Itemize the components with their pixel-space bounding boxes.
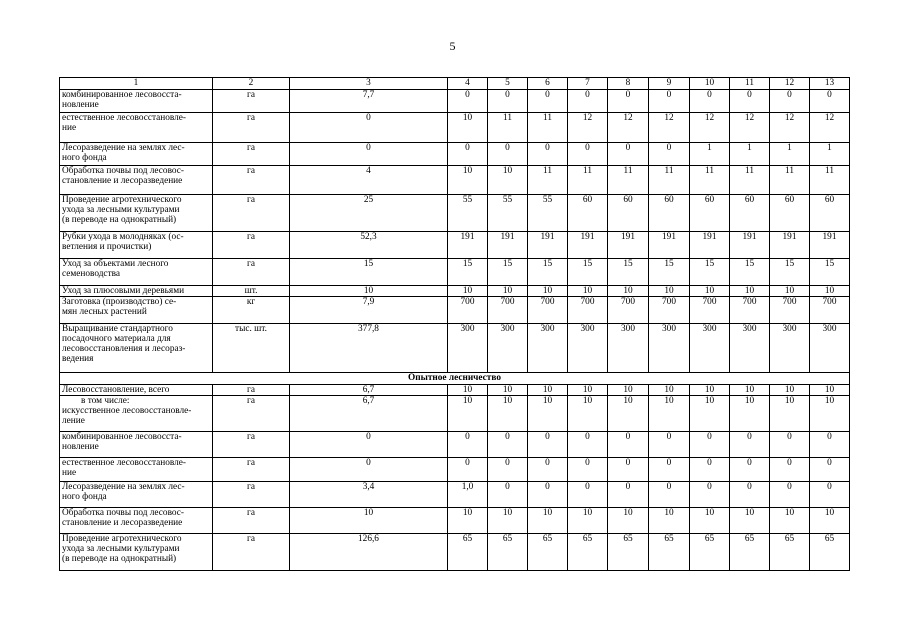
row-value: 0 (649, 143, 690, 166)
row-value: 191 (568, 232, 608, 259)
column-header: 6 (528, 78, 568, 90)
row-value: 0 (528, 432, 568, 458)
table-row (60, 143, 850, 166)
row-value: 10 (448, 286, 488, 297)
table-row (60, 432, 850, 458)
row-value: 1 (690, 143, 730, 166)
row-value: 12 (568, 113, 608, 143)
row-value: 700 (608, 297, 649, 324)
row-value: 10 (448, 508, 488, 534)
row-value: 0 (608, 458, 649, 482)
row-value: 65 (730, 534, 770, 571)
column-header: 1 (60, 78, 213, 90)
row-unit: га (213, 143, 290, 166)
row-value: 12 (608, 113, 649, 143)
row-value: 11 (568, 166, 608, 195)
row-value: 60 (730, 195, 770, 232)
row-value: 10 (488, 166, 528, 195)
row-value: 10 (448, 396, 488, 432)
row-value: 1 (810, 143, 850, 166)
row-value: 0 (488, 432, 528, 458)
row-value: 0 (770, 482, 810, 508)
row-value: 12 (690, 113, 730, 143)
row-unit: га (213, 534, 290, 571)
row-value: 191 (448, 232, 488, 259)
row-total: 0 (290, 432, 448, 458)
row-name (60, 396, 213, 432)
row-unit: га (213, 232, 290, 259)
row-value: 300 (448, 324, 488, 373)
row-name: Проведение агротехнического ухода за лесными культурами (в переводе на однократный) (60, 534, 213, 571)
row-value: 700 (770, 297, 810, 324)
row-value: 0 (488, 143, 528, 166)
row-value: 300 (690, 324, 730, 373)
section-title: Опытное лесничество (60, 373, 850, 385)
row-total: 52,3 (290, 232, 448, 259)
row-name: Уход за плюсовыми деревьями (60, 286, 213, 297)
row-value: 700 (568, 297, 608, 324)
row-value: 10 (690, 286, 730, 297)
row-value: 0 (448, 143, 488, 166)
row-total: 6,7 (290, 385, 448, 396)
row-value: 65 (568, 534, 608, 571)
row-value: 0 (488, 90, 528, 113)
row-value: 0 (690, 482, 730, 508)
row-value: 191 (488, 232, 528, 259)
column-header: 7 (568, 78, 608, 90)
row-value: 11 (690, 166, 730, 195)
table-row (60, 324, 850, 373)
row-unit: кг (213, 297, 290, 324)
row-unit: га (213, 458, 290, 482)
row-value: 0 (770, 432, 810, 458)
row-value: 0 (608, 143, 649, 166)
row-value: 10 (730, 508, 770, 534)
table-row (60, 286, 850, 297)
row-value: 15 (568, 259, 608, 286)
row-value: 15 (528, 259, 568, 286)
row-value: 60 (568, 195, 608, 232)
row-unit: га (213, 432, 290, 458)
column-header: 9 (649, 78, 690, 90)
row-value: 0 (488, 458, 528, 482)
row-total: 10 (290, 286, 448, 297)
row-total: 0 (290, 458, 448, 482)
row-value: 10 (528, 286, 568, 297)
row-value: 0 (528, 482, 568, 508)
row-name: Лесоразведение на землях лес- ного фонда (60, 143, 213, 166)
table-row (60, 113, 850, 143)
row-total: 0 (290, 113, 448, 143)
row-value: 0 (528, 90, 568, 113)
forestry-table (59, 77, 850, 571)
row-value: 11 (649, 166, 690, 195)
column-header: 11 (730, 78, 770, 90)
row-value: 191 (810, 232, 850, 259)
row-total: 10 (290, 508, 448, 534)
column-header: 2 (213, 78, 290, 90)
row-value: 10 (649, 385, 690, 396)
row-value: 11 (730, 166, 770, 195)
table-row (60, 385, 850, 396)
included-name: искусственное лесовосстановле- ление (62, 406, 192, 426)
row-value: 10 (488, 508, 528, 534)
row-total: 4 (290, 166, 448, 195)
row-name: Обработка почвы под лесовос- становление и лесоразведение (60, 166, 213, 195)
row-value: 10 (770, 286, 810, 297)
header-row (60, 78, 850, 90)
row-value: 10 (608, 385, 649, 396)
row-value: 10 (448, 113, 488, 143)
table-row (60, 508, 850, 534)
row-value: 300 (528, 324, 568, 373)
row-value: 65 (649, 534, 690, 571)
row-total: 377,8 (290, 324, 448, 373)
row-value: 15 (649, 259, 690, 286)
row-value: 0 (649, 482, 690, 508)
column-header: 13 (810, 78, 850, 90)
row-value: 0 (608, 90, 649, 113)
row-value: 65 (448, 534, 488, 571)
row-value: 10 (649, 286, 690, 297)
row-value: 0 (568, 90, 608, 113)
row-value: 0 (568, 143, 608, 166)
row-unit: га (213, 195, 290, 232)
row-value: 10 (770, 396, 810, 432)
column-header: 4 (448, 78, 488, 90)
row-value: 0 (690, 432, 730, 458)
row-value: 0 (730, 90, 770, 113)
row-value: 191 (608, 232, 649, 259)
row-value: 1 (730, 143, 770, 166)
row-name: естественное лесовосстановле- ние (60, 113, 213, 143)
row-value: 300 (810, 324, 850, 373)
row-unit: га (213, 396, 290, 432)
row-value: 10 (810, 508, 850, 534)
row-value: 700 (690, 297, 730, 324)
row-value: 65 (608, 534, 649, 571)
table-row (60, 90, 850, 113)
row-value: 60 (649, 195, 690, 232)
row-value: 10 (568, 385, 608, 396)
row-name: комбинированное лесовосста- новление (60, 90, 213, 113)
page-number: 5 (449, 39, 456, 53)
row-value: 60 (608, 195, 649, 232)
row-value: 15 (810, 259, 850, 286)
row-name: естественное лесовосстановле- ние (60, 458, 213, 482)
row-value: 11 (810, 166, 850, 195)
row-value: 700 (528, 297, 568, 324)
row-value: 55 (488, 195, 528, 232)
row-value: 0 (568, 458, 608, 482)
row-value: 65 (488, 534, 528, 571)
row-name: Лесовосстановление, всего (60, 385, 213, 396)
table-row (60, 166, 850, 195)
included-label: в том числе: (81, 396, 130, 406)
row-value: 10 (690, 508, 730, 534)
row-value: 60 (770, 195, 810, 232)
row-value: 0 (528, 143, 568, 166)
row-unit: га (213, 90, 290, 113)
row-unit: га (213, 385, 290, 396)
row-value: 10 (690, 396, 730, 432)
row-value: 700 (488, 297, 528, 324)
row-value: 0 (810, 90, 850, 113)
row-unit: га (213, 113, 290, 143)
row-value: 1 (770, 143, 810, 166)
column-header: 12 (770, 78, 810, 90)
row-value: 15 (690, 259, 730, 286)
row-value: 0 (649, 432, 690, 458)
table-row (60, 482, 850, 508)
table-row (60, 259, 850, 286)
row-value: 0 (690, 90, 730, 113)
row-value: 191 (690, 232, 730, 259)
row-value: 65 (528, 534, 568, 571)
row-value: 191 (770, 232, 810, 259)
row-value: 300 (649, 324, 690, 373)
column-header: 3 (290, 78, 448, 90)
row-value: 11 (770, 166, 810, 195)
row-value: 300 (568, 324, 608, 373)
row-value: 10 (568, 396, 608, 432)
row-value: 10 (608, 286, 649, 297)
row-value: 10 (528, 385, 568, 396)
row-value: 65 (690, 534, 730, 571)
row-value: 300 (488, 324, 528, 373)
row-value: 0 (730, 482, 770, 508)
row-unit: га (213, 166, 290, 195)
row-value: 12 (649, 113, 690, 143)
row-value: 15 (730, 259, 770, 286)
row-value: 15 (488, 259, 528, 286)
row-name: Лесоразведение на землях лес- ного фонда (60, 482, 213, 508)
row-value: 0 (649, 458, 690, 482)
row-unit: тыс. шт. (213, 324, 290, 373)
row-value: 300 (608, 324, 649, 373)
row-value: 65 (810, 534, 850, 571)
table-row (60, 458, 850, 482)
row-value: 191 (528, 232, 568, 259)
row-value: 0 (810, 482, 850, 508)
row-value: 10 (770, 508, 810, 534)
row-value: 0 (568, 482, 608, 508)
row-value: 60 (810, 195, 850, 232)
row-value: 10 (730, 286, 770, 297)
row-value: 0 (608, 482, 649, 508)
row-name: Заготовка (производство) се- мян лесных растений (60, 297, 213, 324)
row-value: 10 (448, 166, 488, 195)
row-value: 10 (608, 508, 649, 534)
row-value: 700 (448, 297, 488, 324)
row-value: 65 (770, 534, 810, 571)
row-value: 700 (730, 297, 770, 324)
row-value: 0 (608, 432, 649, 458)
row-value: 0 (730, 432, 770, 458)
row-value: 10 (568, 508, 608, 534)
row-value: 191 (730, 232, 770, 259)
row-value: 11 (528, 166, 568, 195)
row-value: 10 (568, 286, 608, 297)
row-value: 11 (488, 113, 528, 143)
section-row (60, 373, 850, 385)
row-name: комбинированное лесовосста- новление (60, 432, 213, 458)
row-unit: га (213, 508, 290, 534)
row-value: 10 (770, 385, 810, 396)
row-total: 7,7 (290, 90, 448, 113)
row-value: 0 (810, 458, 850, 482)
row-value: 191 (649, 232, 690, 259)
row-value: 10 (810, 385, 850, 396)
row-value: 0 (488, 482, 528, 508)
row-total: 3,4 (290, 482, 448, 508)
row-unit: га (213, 482, 290, 508)
row-value: 10 (690, 385, 730, 396)
row-total: 7,9 (290, 297, 448, 324)
row-name: Обработка почвы под лесовос- становление и лесоразведение (60, 508, 213, 534)
row-value: 10 (810, 286, 850, 297)
row-value: 60 (690, 195, 730, 232)
row-value: 0 (448, 90, 488, 113)
row-value: 10 (730, 396, 770, 432)
row-name: Проведение агротехнического ухода за лесными культурами (в переводе на однократный) (60, 195, 213, 232)
row-value: 0 (568, 432, 608, 458)
row-value: 10 (488, 286, 528, 297)
row-value: 55 (528, 195, 568, 232)
row-value: 10 (810, 396, 850, 432)
row-value: 700 (810, 297, 850, 324)
row-value: 11 (608, 166, 649, 195)
row-value: 10 (448, 385, 488, 396)
row-value: 0 (649, 90, 690, 113)
row-value: 300 (770, 324, 810, 373)
row-value: 10 (488, 396, 528, 432)
row-value: 15 (770, 259, 810, 286)
row-name: Выращивание стандартного посадочного материала для лесовосстановления и лесораз- ведения (60, 324, 213, 373)
row-total: 15 (290, 259, 448, 286)
row-value: 10 (528, 396, 568, 432)
row-value: 0 (690, 458, 730, 482)
row-value: 10 (488, 385, 528, 396)
column-header: 10 (690, 78, 730, 90)
row-total: 6,7 (290, 396, 448, 432)
row-value: 0 (730, 458, 770, 482)
row-value: 10 (528, 508, 568, 534)
column-header: 8 (608, 78, 649, 90)
row-value: 0 (528, 458, 568, 482)
row-value: 15 (448, 259, 488, 286)
row-value: 0 (770, 90, 810, 113)
row-value: 55 (448, 195, 488, 232)
row-name: Уход за объектами лесного семеноводства (60, 259, 213, 286)
row-unit: га (213, 259, 290, 286)
row-value: 10 (649, 396, 690, 432)
row-unit: шт. (213, 286, 290, 297)
row-total: 0 (290, 143, 448, 166)
table-row (60, 195, 850, 232)
table-row (60, 534, 850, 571)
row-name: Рубки ухода в молодняках (ос- ветления и прочистки) (60, 232, 213, 259)
row-value: 15 (608, 259, 649, 286)
row-value: 0 (810, 432, 850, 458)
row-total: 126,6 (290, 534, 448, 571)
row-value: 300 (730, 324, 770, 373)
row-value: 10 (608, 396, 649, 432)
table-row (60, 232, 850, 259)
row-value: 11 (528, 113, 568, 143)
row-value: 12 (810, 113, 850, 143)
row-total: 25 (290, 195, 448, 232)
row-value: 1,0 (448, 482, 488, 508)
table-row (60, 297, 850, 324)
row-value: 12 (770, 113, 810, 143)
column-header: 5 (488, 78, 528, 90)
row-value: 0 (448, 432, 488, 458)
table-row (60, 396, 850, 432)
row-value: 10 (649, 508, 690, 534)
row-value: 0 (770, 458, 810, 482)
row-value: 12 (730, 113, 770, 143)
row-value: 0 (448, 458, 488, 482)
row-value: 700 (649, 297, 690, 324)
row-value: 10 (730, 385, 770, 396)
